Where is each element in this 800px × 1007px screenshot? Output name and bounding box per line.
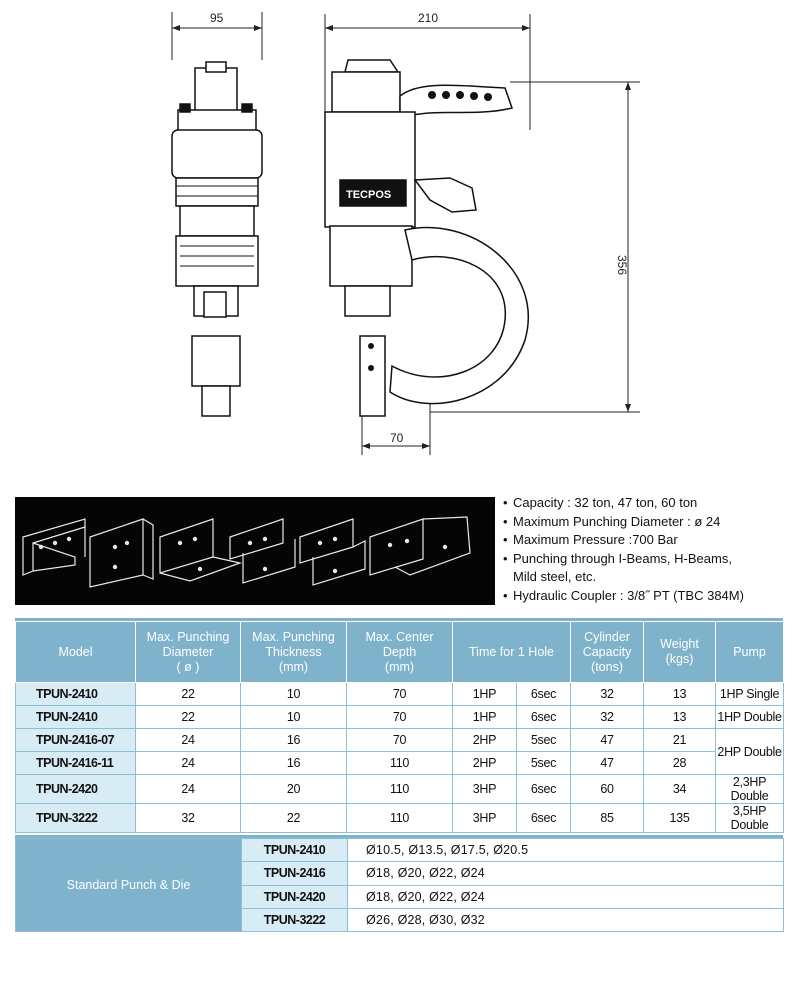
cell-pump: 3,5HP Double xyxy=(716,804,784,833)
header-time: Time for 1 Hole xyxy=(453,622,571,683)
table-row xyxy=(16,752,784,775)
table-row xyxy=(16,683,784,706)
cell-thickness: 16 xyxy=(241,729,347,752)
cell-diameter: 24 xyxy=(136,729,241,752)
cell-thickness: 16 xyxy=(241,752,347,775)
table-row xyxy=(16,804,784,833)
header-diameter: Max. Punching Diameter ( ø ) xyxy=(136,622,241,683)
dim-210: 210 xyxy=(418,11,439,25)
cell-time: 6sec xyxy=(517,706,571,729)
header-weight: Weight (kgs) xyxy=(644,622,716,683)
header-model: Model xyxy=(16,622,136,683)
specs-list xyxy=(503,494,798,606)
front-view xyxy=(172,62,262,416)
cell-model: TPUN-2416-11 xyxy=(16,752,136,775)
cell-hp: 2HP xyxy=(453,729,517,752)
spec-punching-through-cont: Mild steel, etc. xyxy=(513,569,597,585)
punch-die-label: Standard Punch & Die xyxy=(16,839,242,932)
cell-model: TPUN-3222 xyxy=(16,804,136,833)
cell-time: 6sec xyxy=(517,804,571,833)
cell-pump: 2HP Double xyxy=(716,729,784,775)
spec-punching-through: • Punching through I-Beams, H-Beams, xyxy=(503,550,798,569)
spec-capacity: • Capacity : 32 ton, 47 ton, 60 ton xyxy=(503,494,798,513)
cell-weight: 28 xyxy=(644,752,716,775)
dim-356: 356 xyxy=(615,255,629,276)
technical-drawing xyxy=(0,0,800,470)
cell-cylinder: 32 xyxy=(571,706,644,729)
spec-coupler: • Hydraulic Coupler : 3/8˝ PT (TBC 384M) xyxy=(503,587,798,606)
dim-70: 70 xyxy=(390,431,404,445)
cell-model: TPUN-2420 xyxy=(16,775,136,804)
cell-time: 6sec xyxy=(517,683,571,706)
cell-cylinder: 60 xyxy=(571,775,644,804)
table-row xyxy=(16,706,784,729)
cell-hp: 3HP xyxy=(453,804,517,833)
cell-diameter: 22 xyxy=(136,706,241,729)
punch-sizes: Ø18, Ø20, Ø22, Ø24 xyxy=(348,885,784,908)
cell-diameter: 22 xyxy=(136,683,241,706)
cell-model: TPUN-2416-07 xyxy=(16,729,136,752)
cell-thickness: 10 xyxy=(241,706,347,729)
cell-diameter: 32 xyxy=(136,804,241,833)
table-row xyxy=(16,775,784,804)
cell-depth: 110 xyxy=(347,804,453,833)
cell-model: TPUN-2410 xyxy=(16,683,136,706)
spec-max-diameter: • Maximum Punching Diameter : ø 24 xyxy=(503,513,798,532)
punch-model: TPUN-2416 xyxy=(242,862,348,885)
cell-hp: 1HP xyxy=(453,683,517,706)
cell-time: 6sec xyxy=(517,775,571,804)
table-row xyxy=(16,729,784,752)
brand-label: TECPOS xyxy=(346,189,392,201)
header-cylinder: Cylinder Capacity (tons) xyxy=(571,622,644,683)
header-depth: Max. Center Depth (mm) xyxy=(347,622,453,683)
cell-model: TPUN-2410 xyxy=(16,706,136,729)
punch-row xyxy=(16,839,784,862)
cell-pump: 2,3HP Double xyxy=(716,775,784,804)
spec-max-pressure: • Maximum Pressure :700 Bar xyxy=(503,531,798,550)
cell-weight: 21 xyxy=(644,729,716,752)
cell-weight: 34 xyxy=(644,775,716,804)
side-view xyxy=(325,60,528,416)
punch-sizes: Ø26, Ø28, Ø30, Ø32 xyxy=(348,908,784,931)
cell-thickness: 10 xyxy=(241,683,347,706)
punch-model: TPUN-2420 xyxy=(242,885,348,908)
cell-cylinder: 32 xyxy=(571,683,644,706)
header-thickness: Max. Punching Thickness (mm) xyxy=(241,622,347,683)
punch-sizes: Ø10.5, Ø13.5, Ø17.5, Ø20.5 xyxy=(348,839,784,862)
cell-thickness: 22 xyxy=(241,804,347,833)
cell-diameter: 24 xyxy=(136,752,241,775)
cell-depth: 70 xyxy=(347,729,453,752)
cell-cylinder: 47 xyxy=(571,729,644,752)
table-header-row xyxy=(16,622,784,683)
cell-weight: 13 xyxy=(644,683,716,706)
cell-depth: 70 xyxy=(347,683,453,706)
cell-weight: 13 xyxy=(644,706,716,729)
header-pump: Pump xyxy=(716,622,784,683)
cell-time: 5sec xyxy=(517,752,571,775)
punch-sizes: Ø18, Ø20, Ø22, Ø24 xyxy=(348,862,784,885)
cell-hp: 1HP xyxy=(453,706,517,729)
cell-hp: 2HP xyxy=(453,752,517,775)
spec-table xyxy=(15,621,784,833)
punch-die-table xyxy=(15,838,784,932)
cell-pump: 1HP Single xyxy=(716,683,784,706)
cell-diameter: 24 xyxy=(136,775,241,804)
dim-95: 95 xyxy=(210,11,224,25)
cell-weight: 135 xyxy=(644,804,716,833)
cell-thickness: 20 xyxy=(241,775,347,804)
punch-model: TPUN-3222 xyxy=(242,908,348,931)
cell-pump: 1HP Double xyxy=(716,706,784,729)
cell-cylinder: 85 xyxy=(571,804,644,833)
cell-time: 5sec xyxy=(517,729,571,752)
cell-depth: 110 xyxy=(347,752,453,775)
cell-cylinder: 47 xyxy=(571,752,644,775)
cell-depth: 110 xyxy=(347,775,453,804)
punch-model: TPUN-2410 xyxy=(242,839,348,862)
cell-depth: 70 xyxy=(347,706,453,729)
cell-hp: 3HP xyxy=(453,775,517,804)
beam-illustration-banner xyxy=(15,497,495,605)
